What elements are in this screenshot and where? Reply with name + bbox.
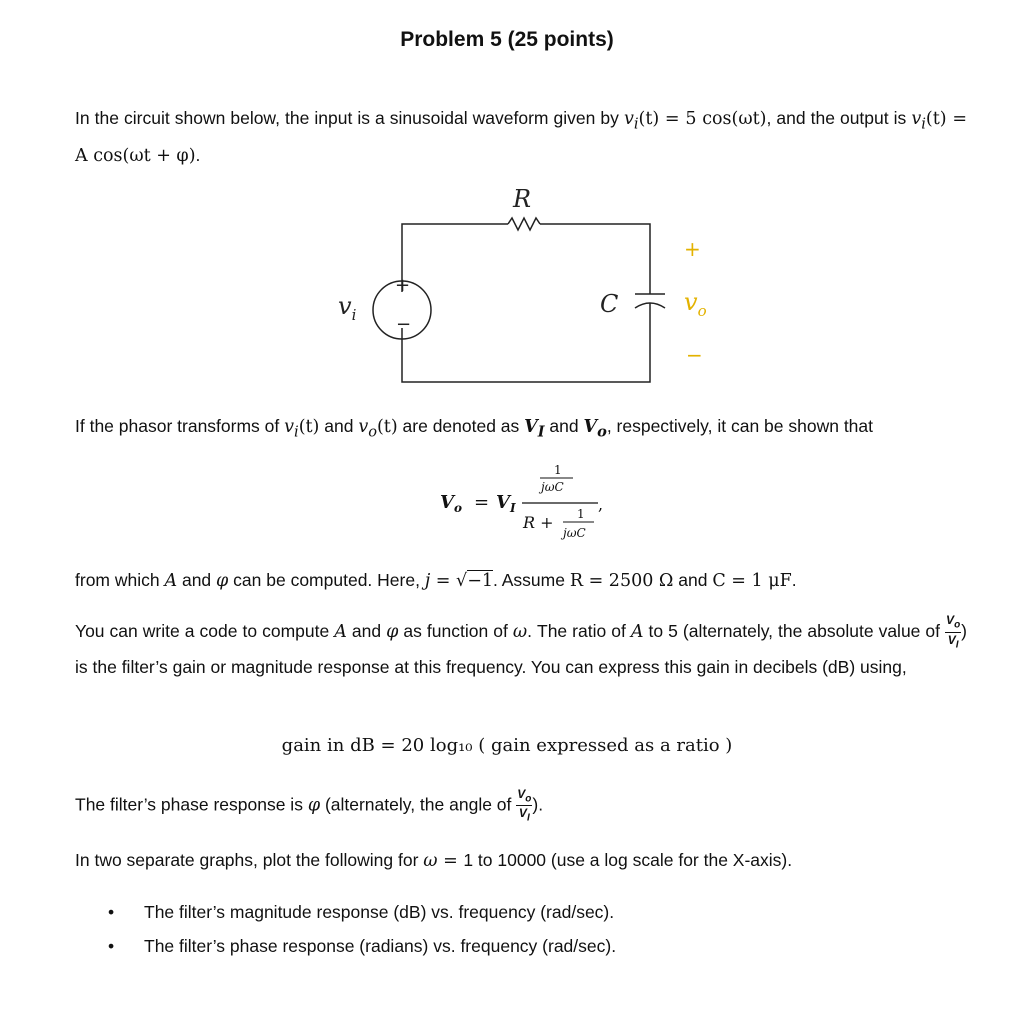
plot-bullet-list: [108, 895, 616, 963]
phi-symbol: φ: [216, 571, 229, 591]
bullet-magnitude: • The filter’s magnitude response (dB) vs. frequency (rad/sec).: [108, 895, 616, 929]
den-jwc: jωC: [563, 526, 586, 540]
A-symbol-2: A: [334, 622, 347, 642]
phasor-text-3: are denoted as: [397, 416, 525, 436]
phasor-text-2: and: [319, 416, 359, 436]
phase-text-1: The filter’s phase response is: [75, 794, 308, 815]
phasor-text-4: and: [544, 416, 584, 436]
compute-text-3: can be computed. Here,: [228, 570, 425, 590]
input-equation: (t) = 5 cos(ωt): [638, 109, 767, 129]
vo-over-vi-fraction: $\frac{V_o}{V_I}$: [946, 613, 961, 651]
phasor-text-1: If the phasor transforms of: [75, 416, 285, 436]
intro-text-2: , and the output is: [766, 108, 912, 128]
output-equation: (t) = A cos(ωt + φ): [75, 109, 967, 166]
VI-phasor: V: [524, 417, 538, 437]
plot-text-2: 1 to 10000 (use a log scale for the X-axis).: [463, 850, 793, 870]
compute-text-1: from which: [75, 570, 165, 590]
resistor-label: R: [513, 185, 532, 213]
R-value: R = 2500 Ω: [569, 571, 674, 591]
compute-text-2: and: [177, 570, 217, 590]
code-text-6: is the filter’s gain or magnitude response at this frequency. You can express this gain in decibels (dB) using,: [75, 657, 907, 678]
output-plus: +: [684, 237, 701, 261]
C-value: C = 1 μF: [712, 571, 792, 591]
phase-text-2: (alternately, the angle of: [320, 794, 517, 815]
A-symbol-3: A: [630, 622, 644, 642]
code-text-5: to 5 (alternately, the absolute value of: [643, 621, 946, 641]
omega-range: ω =: [423, 851, 464, 871]
intro-text-3: .: [195, 144, 201, 165]
resistor-icon: [508, 218, 540, 230]
plot-text-1: In two separate graphs, plot the following for: [75, 850, 424, 870]
code-text-3: as function of: [398, 621, 513, 641]
capacitor-label: C: [600, 290, 619, 318]
code-text-2: and: [346, 621, 387, 641]
phi-symbol-3: φ: [307, 795, 321, 816]
source-plus: +: [395, 275, 411, 296]
vi-subscript: i: [633, 115, 639, 133]
Vo-phasor: V: [583, 417, 598, 437]
wire-top-right: [540, 224, 650, 294]
output-label: $v_o$: [684, 288, 707, 320]
code-text-1: You can write a code to compute: [75, 621, 335, 641]
time-arg-1: (t): [298, 417, 320, 437]
vi-subscript-3: i: [294, 423, 299, 441]
vi-symbol: v: [623, 109, 634, 129]
source-label: $v_i$: [338, 292, 357, 324]
code-paren: ): [961, 621, 967, 641]
formula-equals: =: [474, 492, 490, 513]
vo-symbol: v: [358, 417, 369, 437]
A-symbol: A: [164, 571, 178, 591]
compute-paragraph: [75, 565, 967, 597]
intro-text-1: In the circuit shown below, the input is a sinusoidal waveform given by: [75, 108, 624, 128]
bullet-phase: • The filter’s phase response (radians) vs. frequency (rad/sec).: [108, 929, 616, 963]
Vo-subscript: o: [597, 423, 607, 441]
time-arg-2: (t): [376, 417, 398, 437]
omega-symbol: ω: [512, 622, 528, 642]
compute-text-6: .: [791, 570, 797, 590]
sqrt-sign: √: [456, 571, 468, 591]
phasor-text-5: , respectively, it can be shown that: [606, 416, 874, 436]
vo-over-vi-fraction-2: $\frac{V_o}{V_I}$: [517, 787, 532, 824]
formula-rhs: $V_I$: [496, 492, 516, 515]
output-minus: −: [686, 343, 703, 367]
code-text-4: . The ratio of: [527, 621, 631, 641]
intro-paragraph: [75, 103, 967, 172]
den-numerator-one: 1: [577, 507, 585, 521]
top-numerator-one: 1: [554, 463, 562, 477]
formula-comma: ,: [598, 495, 604, 514]
rc-circuit-diagram: [320, 182, 720, 392]
top-jwc: jωC: [541, 480, 564, 494]
vi-subscript-2: i: [921, 115, 926, 133]
page-title: Problem 5 (25 points): [400, 28, 614, 51]
phase-text-3: ).: [532, 794, 544, 815]
transfer-function-formula: [430, 458, 630, 548]
formula-lhs: $V_o$: [440, 492, 462, 515]
phase-paragraph: [75, 788, 967, 824]
gain-db-equation: gain in dB = 20 log₁₀ ( gain expressed as a ratio ): [281, 735, 733, 756]
VI-subscript: I: [537, 423, 545, 441]
vo-subscript: o: [368, 423, 377, 441]
j-definition: j =: [424, 571, 457, 591]
source-minus: −: [396, 314, 412, 335]
vi-symbol-3: v: [284, 417, 295, 437]
vi-symbol-2: v: [911, 109, 922, 129]
sqrt-argument: −1: [467, 571, 493, 591]
phi-symbol-2: φ: [386, 622, 399, 642]
phasor-paragraph: [75, 411, 967, 448]
wire-top-left: [402, 224, 508, 292]
den-r-plus: R +: [523, 513, 554, 532]
plot-paragraph: [75, 845, 967, 877]
code-paragraph: [75, 614, 967, 685]
compute-text-4: . Assume: [493, 570, 570, 590]
compute-text-5: and: [673, 570, 713, 590]
